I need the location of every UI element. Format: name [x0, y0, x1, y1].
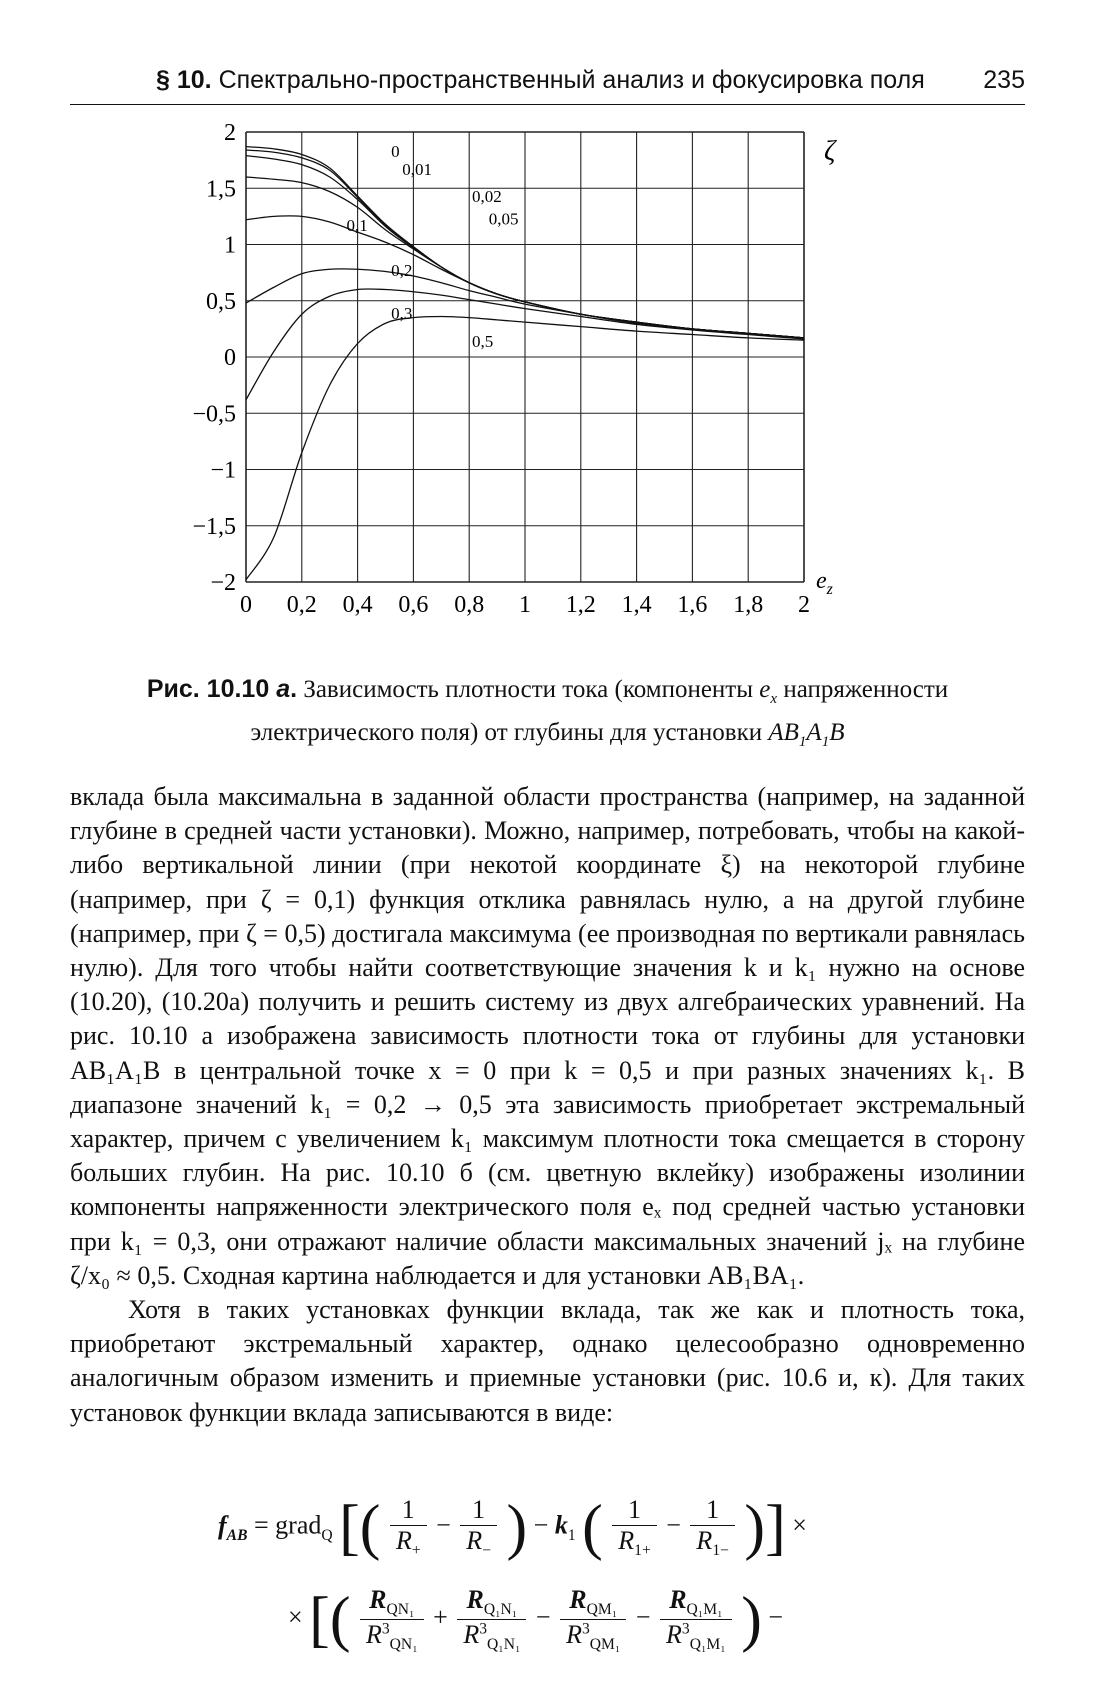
frac-r1-minus: $\frac{1}{R_{1-}}$	[690, 1495, 734, 1560]
formula-grad: grad	[275, 1510, 322, 1540]
frac-qm1: $R_{QM_1}$ $R^3_{QM_1}$	[560, 1585, 626, 1654]
y-tick-label: −1	[210, 457, 236, 484]
frac-r-minus: $\frac{1}{R_-}$	[460, 1495, 497, 1560]
x-tick-label: 0,2	[286, 592, 317, 618]
formula-lhs: $f_{AB}$	[218, 1510, 248, 1544]
series-label-0: 0	[391, 141, 400, 161]
x-tick-label: 1,2	[565, 592, 596, 618]
frac-r-plus: $\frac{1}{R_+}$	[390, 1495, 427, 1560]
body-text	[70, 780, 1025, 1430]
frac-qn1: $R_{QN_1}$ $R^3_{QN_1}$	[360, 1585, 424, 1654]
x-tick-label: 1	[519, 592, 531, 618]
frac-q1m1: $\frac{R_{Q_1M_1}}{R^3_{Q_1M_1}}$	[660, 1585, 732, 1654]
series-label-1: 0,01	[402, 159, 432, 179]
caption-line-1	[70, 672, 1025, 716]
y-tick-label: −2	[210, 570, 236, 596]
x-tick-label: 2	[798, 592, 810, 618]
paragraph-1: вклада была максимальна в заданной области пространства (например, на заданной глубине в средней части установки). Можно, например, потребовать, чтобы на какой-либо вертикальной линии (при некотой координате ξ) на некоторой глубине (например, при ζ = 0,1) функция отклика равнялась нулю, а на другой глубине (например, при ζ = 0,5) достигала максимума (ее производная по вертикали равнялась нулю). Для того чтобы найти соответствующие значения k и k₁ нужно на основе (10.20), (10.20а) получить и решить систему из двух алгебраических уравнений. На рис. 10.10 а изображена зависимость плотности тока от глубины для установки AB₁A₁B в центральной точке x = 0 при k = 0,5 и при разных значениях k₁. В диапазоне значений k₁ = 0,2 → 0,5 эта зависимость приобретает экстремальный характер, причем с увеличением k₁ максимум плотности тока смещается в сторону больших глубин. На рис. 10.10 б (см. цветную вклейку) изображены изолинии компоненты напряженности электрического поля eₓ под средней частью установки при k₁ = 0,3, они отражают наличие области максимальных значений jₓ на глубине ζ/x₀ ≈ 0,5. Сходная картина наблюдается и для установки AB₁BA₁.	[70, 782, 1025, 1290]
x-tick-label: 1,4	[621, 592, 652, 618]
y-tick-label: 0	[224, 345, 236, 371]
page-number: 235	[983, 66, 1025, 94]
caption-text-2: электрического поля) от глубины для установки	[250, 719, 763, 746]
x-tick-label: 0	[240, 592, 252, 618]
header-title	[156, 66, 925, 95]
caption-line-2: электрического поля) от глубины для установки $AB_1A_1B$	[250, 719, 845, 750]
chart-figure	[0, 118, 1097, 618]
chart-grid	[246, 132, 804, 582]
x-tick-label: 0,6	[398, 592, 429, 618]
y-tick-label: 0,5	[206, 288, 236, 315]
section-title: Спектрально-пространственный анализ и фокусировка поля	[218, 66, 925, 94]
x-tick-label: 0,8	[454, 592, 485, 618]
caption-text-1: Зависимость плотности тока (компоненты	[303, 676, 754, 703]
section-number: § 10.	[156, 66, 212, 94]
x-axis-label	[816, 568, 834, 598]
frac-r1-plus: $\frac{1}{R_{1+}}$	[612, 1495, 656, 1560]
x-tick-label: 1,6	[677, 592, 708, 618]
figure-caption	[70, 672, 1025, 759]
x-tick-label: 1,8	[733, 592, 764, 618]
y-tick-label: 2	[224, 120, 236, 146]
paragraph-2: Хотя в таких установках функции вклада, так же как и плотность тока, приобретают экстремальный характер, однако целесообразно одновременно аналогичным образом изменить и приемные установки (рис. 10.6 и, к). Для таких установок функции вклада записываются в виде:	[70, 1295, 1025, 1427]
caption-label: Рис. 10.10 а.	[146, 675, 298, 703]
y-tick-label: 1	[224, 232, 236, 259]
x-axis-label-main: e	[816, 568, 827, 594]
y-tick-label: −1,5	[192, 513, 236, 540]
caption-ex: $e_x$	[759, 676, 778, 707]
y-axis-label: ζ	[824, 136, 836, 167]
y-tick-label: 1,5	[206, 176, 236, 203]
series-label-5: 0,2	[391, 261, 413, 280]
series-label-2: 0,02	[471, 186, 502, 206]
caption-text-1-end: напряженности	[783, 676, 949, 703]
series-label-7: 0,5	[471, 331, 494, 351]
running-header	[70, 64, 1025, 105]
x-tick-label: 0,4	[342, 592, 373, 618]
series-label-4: 0,1	[346, 216, 368, 235]
frac-q1n1: $\frac{R_{Q_1N_1}}{R^3_{Q_1N_1}}$	[457, 1585, 526, 1654]
x-axis-label-sub: z	[826, 581, 833, 598]
series-label-3: 0,05	[488, 209, 519, 229]
y-tick-label: −0,5	[192, 401, 236, 428]
series-label-6: 0,3	[391, 303, 413, 323]
